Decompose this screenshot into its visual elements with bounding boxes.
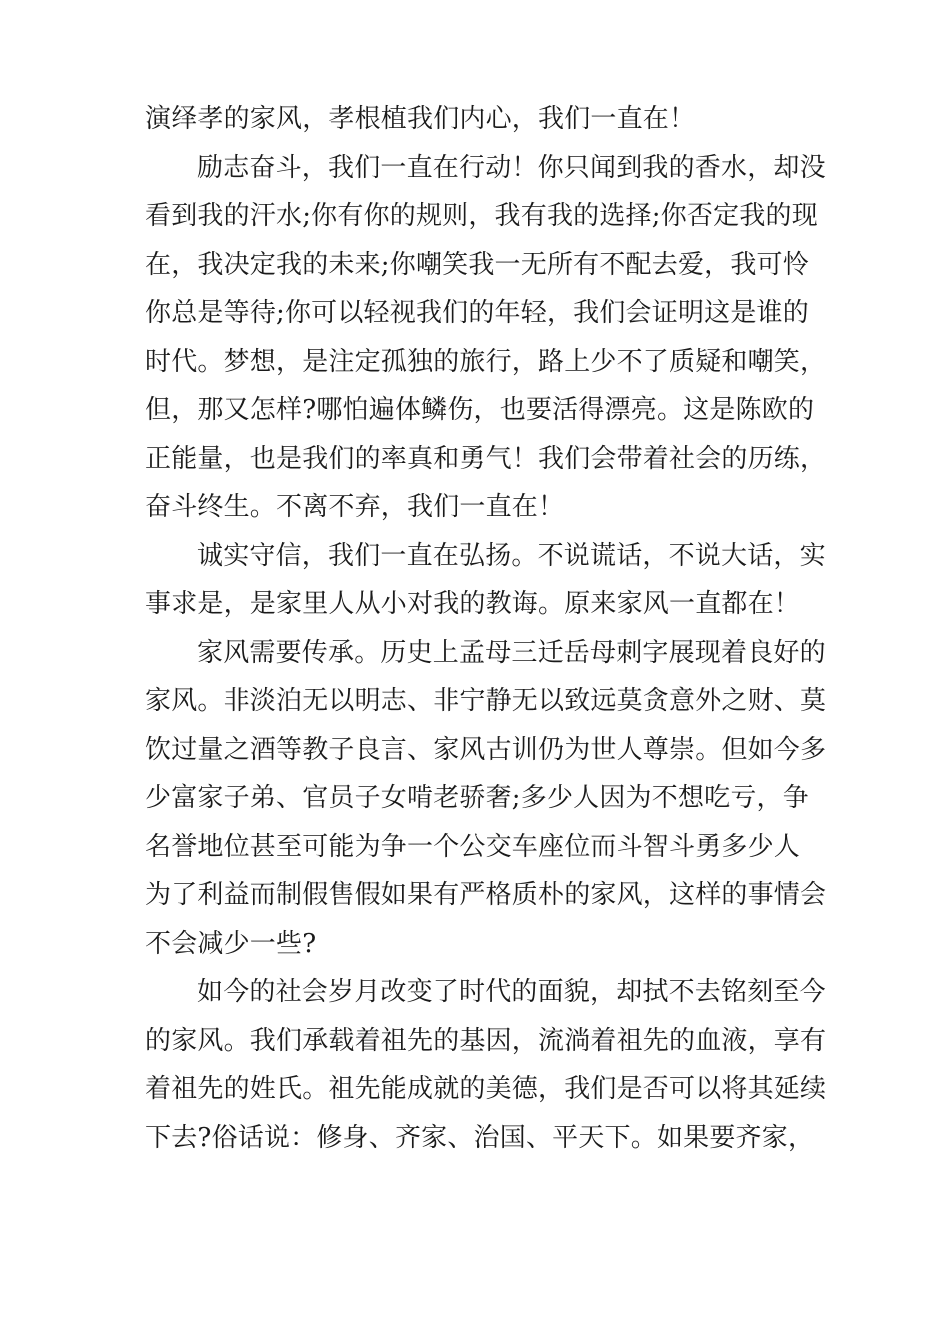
text-line: 下去?俗话说：修身、齐家、治国、平天下。如果要齐家， bbox=[145, 1122, 815, 1153]
paragraph-4 bbox=[145, 629, 827, 969]
text-line: 着祖先的姓氏。祖先能成就的美德，我们是否可以将其延续 bbox=[145, 1074, 827, 1104]
paragraph-1 bbox=[145, 95, 810, 144]
text-line: 正能量，也是我们的率真和勇气！我们会带着社会的历练， bbox=[145, 443, 827, 474]
text-line: 家风需要传承。历史上孟母三迁岳母刺字展现着良好的 bbox=[197, 637, 826, 668]
text-line: 为了利益而制假售假如果有严格质朴的家风，这样的事情会 bbox=[145, 880, 827, 910]
text-line: 奋斗终生。不离不弃，我们一直在！ bbox=[145, 492, 565, 522]
text-line: 励志奋斗，我们一直在行动！你只闻到我的香水，却没 bbox=[197, 152, 826, 183]
text-line: 事求是，是家里人从小对我的教诲。原来家风一直都在！ bbox=[145, 589, 801, 619]
text-line: 你总是等待;你可以轻视我们的年轻，我们会证明这是谁的 bbox=[145, 298, 809, 328]
text-line: 时代。梦想，是注定孤独的旅行，路上少不了质疑和嘲笑， bbox=[145, 346, 827, 377]
text-line: 名誉地位甚至可能为争一个公交车座位而斗智斗勇多少人 bbox=[145, 831, 801, 862]
text-line: 演绎孝的家风，孝根植我们内心，我们一直在！ bbox=[145, 104, 696, 134]
text-line: 看到我的汗水;你有你的规则，我有我的选择;你否定我的现 bbox=[145, 201, 818, 231]
text-line: 的家风。我们承载着祖先的基因，流淌着祖先的血液，享有 bbox=[145, 1025, 827, 1056]
text-line: 诚实守信，我们一直在弘扬。不说谎话，不说大话，实 bbox=[197, 540, 826, 571]
text-line: 家风。非淡泊无以明志、非宁静无以致远莫贪意外之财、莫 bbox=[145, 686, 827, 716]
text-line: 如今的社会岁月改变了时代的面貌，却拭不去铭刻至今 bbox=[197, 977, 826, 1007]
paragraph-2 bbox=[145, 144, 827, 532]
text-line: 不会减少一些? bbox=[145, 928, 317, 959]
paragraph-3 bbox=[145, 532, 826, 629]
paragraph-5 bbox=[145, 968, 827, 1162]
text-line: 但，那又怎样?哪怕遍体鳞伤，也要活得漂亮。这是陈欧的 bbox=[145, 395, 815, 425]
text-line: 饮过量之酒等教子良言、家风古训仍为世人尊崇。但如今多 bbox=[145, 734, 827, 765]
text-line: 在，我决定我的未来;你嘲笑我一无所有不配去爱，我可怜 bbox=[145, 249, 809, 280]
text-line: 少富家子弟、官员子女啃老骄奢;多少人因为不想吃亏，争 bbox=[145, 783, 809, 813]
document-body bbox=[145, 95, 827, 1162]
